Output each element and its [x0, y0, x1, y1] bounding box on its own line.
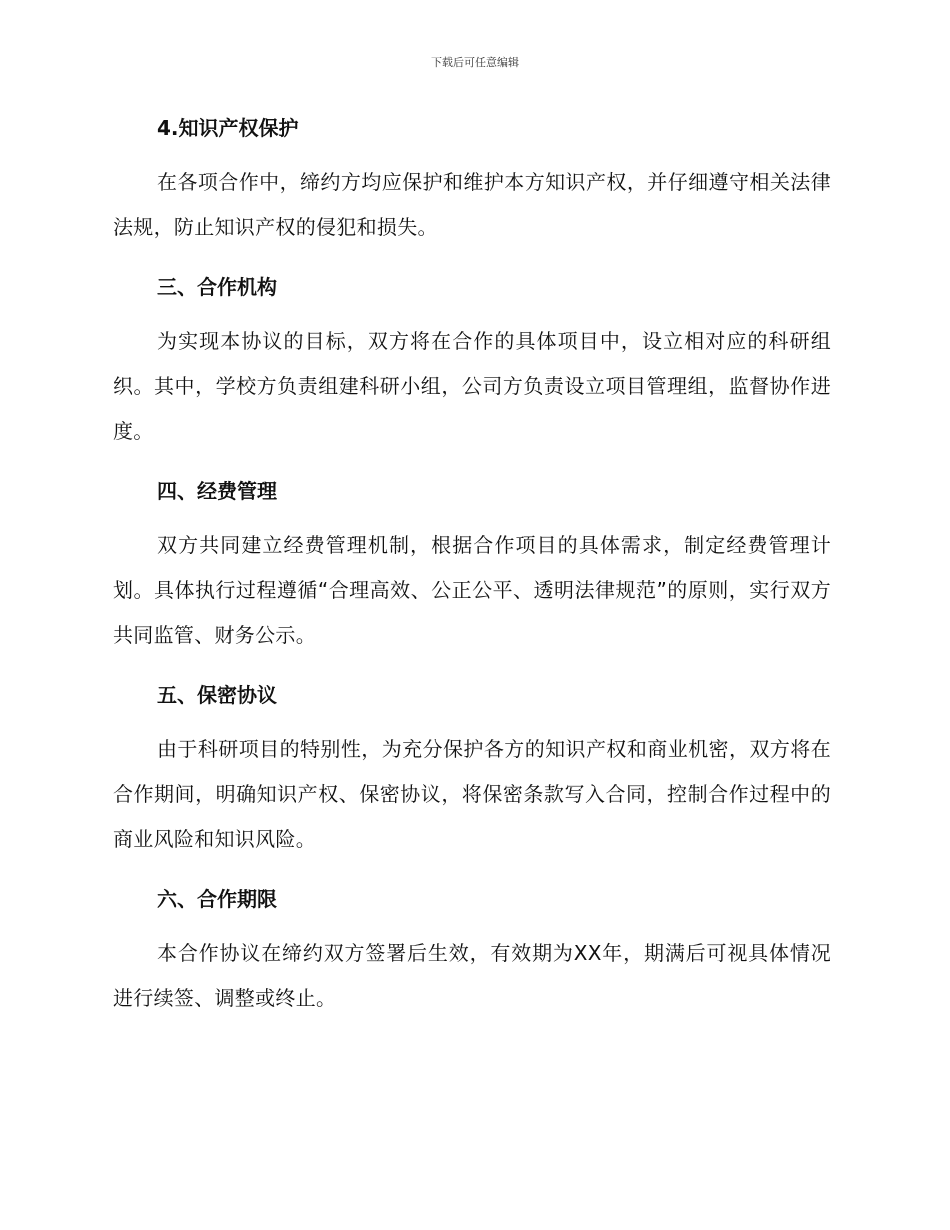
- section-heading: 六、合作期限: [157, 887, 277, 911]
- section-heading: 4.知识产权保护: [157, 116, 299, 140]
- section-cooperation-body: [113, 272, 831, 454]
- section-paragraph: 为实现本协议的目标，双方将在合作的具体项目中，设立相对应的科研组织。其中，学校方负责组建科研小组，公司方负责设立项目管理组，监督协作进度。: [113, 329, 831, 443]
- section-heading: 三、合作机构: [157, 275, 277, 299]
- document-body: [113, 113, 831, 1043]
- section-confidentiality: [113, 680, 831, 862]
- section-paragraph: 在各项合作中，缔约方均应保护和维护本方知识产权，并仔细遵守相关法律法规，防止知识产权的侵犯和损失。: [113, 170, 831, 239]
- section-funding-management: [113, 476, 831, 658]
- section-paragraph: 由于科研项目的特别性，为充分保护各方的知识产权和商业机密，双方将在合作期间，明确知识产权、保密协议，将保密条款写入合同，控制合作过程中的商业风险和知识风险。: [113, 737, 831, 851]
- section-term: [113, 884, 831, 1021]
- section-heading: 四、经费管理: [157, 479, 277, 503]
- section-paragraph: 本合作协议在缔约双方签署后生效，有效期为XX年，期满后可视具体情况进行续签、调整或终止。: [113, 941, 831, 1010]
- page-header: 下载后可任意编辑: [431, 56, 519, 69]
- section-heading: 五、保密协议: [157, 683, 277, 707]
- section-paragraph: 双方共同建立经费管理机制，根据合作项目的具体需求，制定经费管理计划。具体执行过程遵循“合理高效、公正公平、透明法律规范”的原则，实行双方共同监管、财务公示。: [113, 533, 831, 647]
- section-ip-protection: [113, 113, 831, 250]
